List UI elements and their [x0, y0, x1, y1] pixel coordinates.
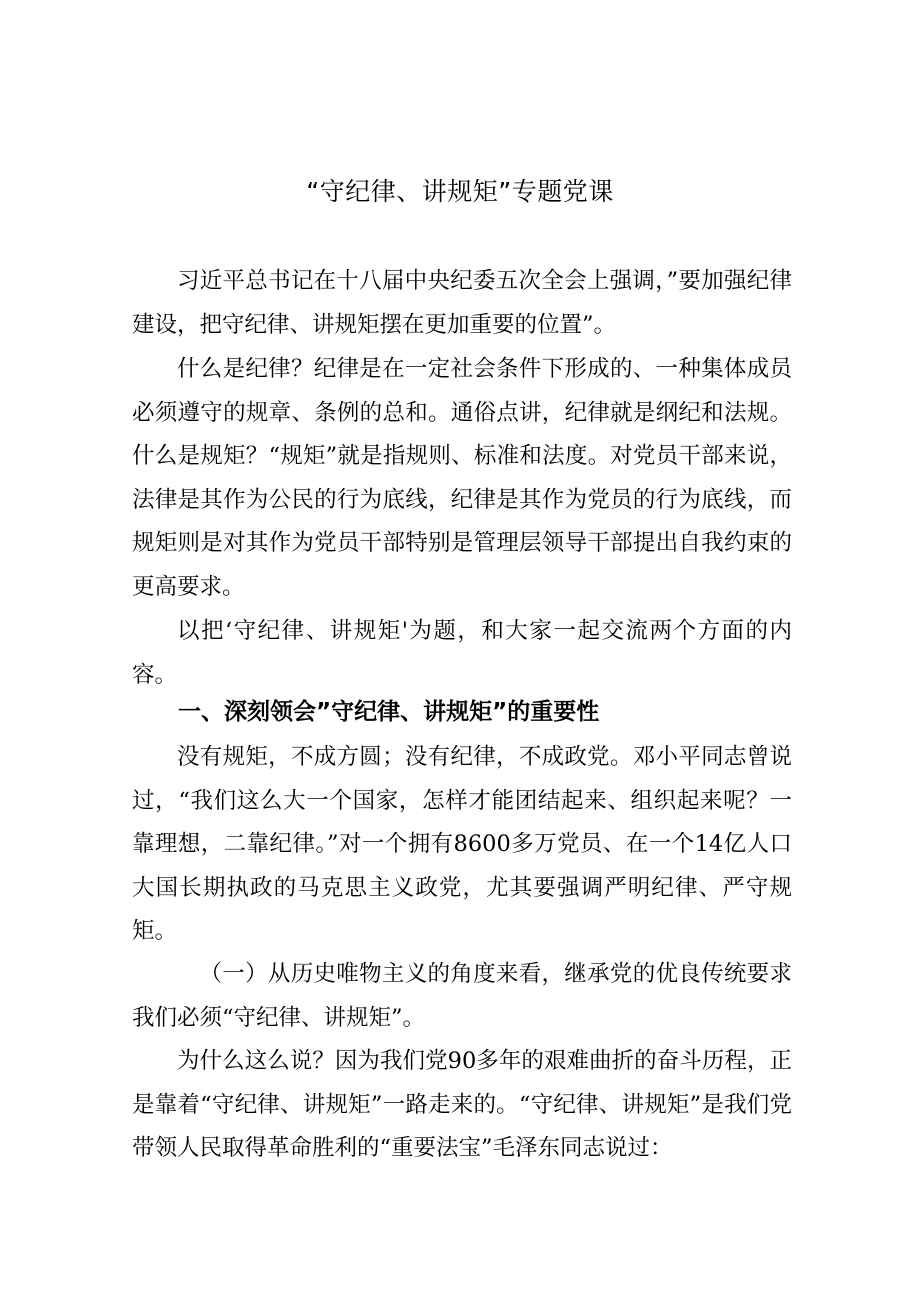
body-paragraph: 什么是纪律？纪律是在一定社会条件下形成的、一种集体成员必须遵守的规章、条例的总和。通俗点讲，纪律就是纲纪和法规。什么是规矩？“规矩”就是指规则、标准和法度。对党员干部来说，法律是其作为公民的行为底线，纪律是其作为党员的行为底线，而规矩则是对其作为党员干部特别是管理层领导干部提出自我约束的更高要求。	[132, 356, 792, 600]
body-paragraph: 习近平总书记在十八届中央纪委五次全会上强调，”要加强纪律建设，把守纪律、讲规矩摆在更加重要的位置”。	[132, 268, 792, 338]
body-paragraph: 没有规矩，不成方圆；没有纪律，不成政党。邓小平同志曾说过，“我们这么大一个国家，怎样才能团结起来、组织起来呢？一靠理想，二靠纪律。”对一个拥有8600多万党员、在一个14亿人口大国长期执政的马克思主义政党，尤其要强调严明纪律、严守规矩。	[132, 744, 792, 944]
subsection-heading: （一）从历史唯物主义的角度来看，继承党的优良传统要求我们必须“守纪律、讲规矩”。	[132, 961, 792, 1031]
document-title: “守纪律、讲规矩”专题党课	[306, 177, 614, 206]
body-paragraph: 为什么这么说？因为我们党90多年的艰难曲折的奋斗历程，正是靠着“守纪律、讲规矩”一路走来的。“守纪律、讲规矩”是我们党带领人民取得革命胜利的“重要法宝”毛泽东同志说过：	[132, 1048, 792, 1161]
section-heading: 一、深刻领会”守纪律、讲规矩”的重要性	[178, 699, 600, 725]
body-paragraph: 以把‘守纪律、讲规矩'为题，和大家一起交流两个方面的内容。	[132, 618, 792, 688]
